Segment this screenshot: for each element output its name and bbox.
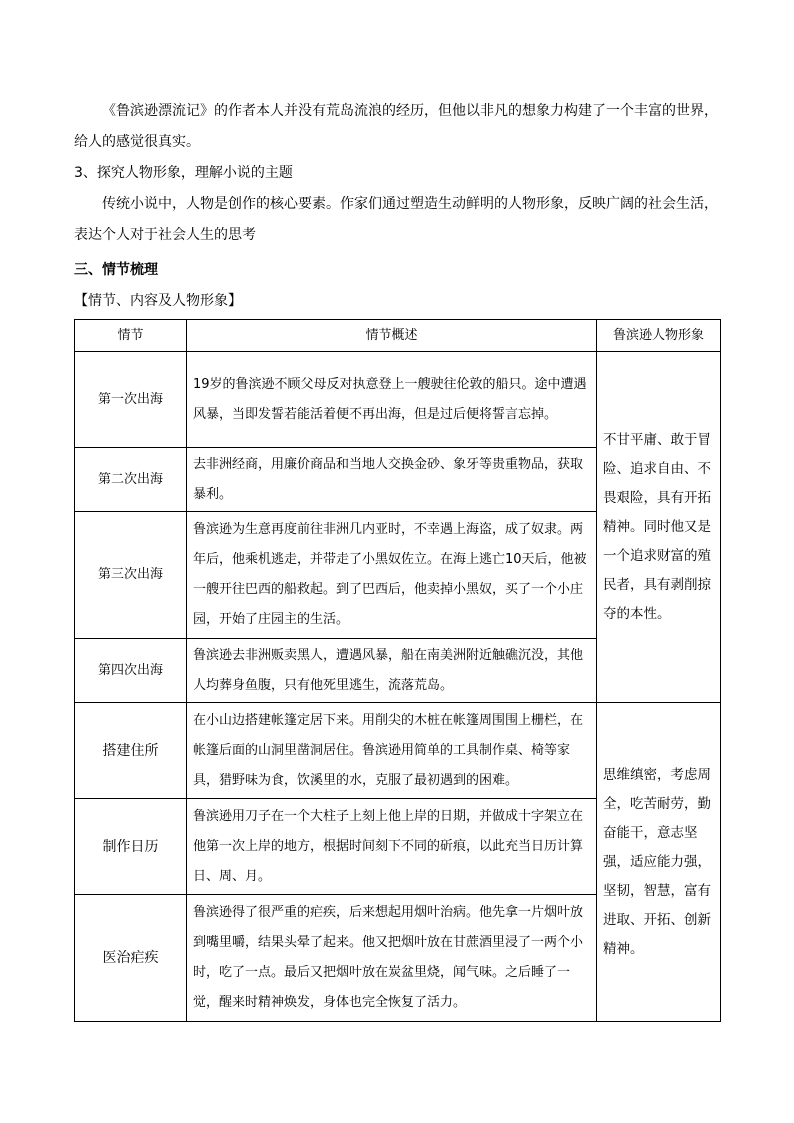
- table-row: [75, 352, 721, 448]
- summary-cell: 鲁滨逊得了很严重的疟疾，后来想起用烟叶治病。他先拿一片烟叶放到嘴里嚼，结果头晕了起来。他又把烟叶放在甘蔗酒里浸了一两个小时，吃了一点。最后又把烟叶放在炭盆里烧，闻气味。之后睡了一觉，醒来时精神焕发，身体也完全恢复了活力。: [187, 895, 597, 1022]
- section-subtitle: 【情节、内容及人物形象】: [74, 293, 242, 309]
- header-image: 鲁滨逊人物形象: [597, 320, 721, 352]
- image-cell: 不甘平庸、敢于冒险、追求自由、不畏艰险，具有开拓精神。同时他又是一个追求财富的殖民者，具有剥削掠夺的本性。: [597, 352, 721, 703]
- summary-cell: 鲁滨逊去非洲贩卖黑人，遭遇风暴，船在南美洲附近触礁沉没，其他人均葬身鱼腹，只有他死里逃生，流落荒岛。: [187, 639, 597, 703]
- table-header-row: [75, 320, 721, 352]
- plot-cell: 第二次出海: [75, 448, 187, 512]
- document-page: [74, 96, 720, 1022]
- summary-cell: 在小山边搭建帐篷定居下来。用削尖的木桩在帐篷周围围上栅栏，在帐篷后面的山洞里凿洞居住。鲁滨逊用简单的工具制作桌、椅等家具，猎野味为食，饮溪里的水，克服了最初遇到的困难。: [187, 703, 597, 799]
- header-plot: 情节: [75, 320, 187, 352]
- plot-cell: 第四次出海: [75, 639, 187, 703]
- plot-cell: 医治疟疾: [75, 895, 187, 1022]
- intro-paragraph-1: 《鲁滨逊漂流记》的作者本人并没有荒岛流浪的经历，但他以非凡的想象力构建了一个丰富的世界，给人的感觉很真实。: [74, 103, 718, 150]
- intro-item-3: 3、探究人物形象，理解小说的主题: [74, 165, 293, 181]
- summary-cell: 19岁的鲁滨逊不顾父母反对执意登上一艘驶往伦敦的船只。途中遭遇风暴，当即发誓若能活着便不再出海，但是过后便将誓言忘掉。: [187, 352, 597, 448]
- table-row: [75, 703, 721, 799]
- section-title: 三、情节梳理: [74, 262, 158, 278]
- plot-cell: 搭建住所: [75, 703, 187, 799]
- intro-paragraph-2: 传统小说中，人物是创作的核心要素。作家们通过塑造生动鲜明的人物形象，反映广阔的社会生活，表达个人对于社会人生的思考: [74, 196, 718, 243]
- plot-cell: 制作日历: [75, 799, 187, 895]
- plot-table: [74, 319, 721, 1022]
- summary-cell: 鲁滨逊用刀子在一个大柱子上刻上他上岸的日期，并做成十字架立在他第一次上岸的地方，根据时间刻下不同的斫痕，以此充当日历计算日、周、月。: [187, 799, 597, 895]
- summary-cell: 鲁滨逊为生意再度前往非洲几内亚时，不幸遇上海盗，成了奴隶。两年后，他乘机逃走，并带走了小黑奴佐立。在海上逃亡10天后，他被一艘开往巴西的船救起。到了巴西后，他卖掉小黑奴，买了一个小庄园，开始了庄园主的生活。: [187, 512, 597, 639]
- plot-cell: 第一次出海: [75, 352, 187, 448]
- plot-cell: 第三次出海: [75, 512, 187, 639]
- image-cell: 思维缜密，考虑周全，吃苦耐劳，勤奋能干，意志坚强，适应能力强，坚韧，智慧，富有进取、开拓、创新精神。: [597, 703, 721, 1022]
- header-summary: 情节概述: [187, 320, 597, 352]
- summary-cell: 去非洲经商，用廉价商品和当地人交换金砂、象牙等贵重物品，获取暴利。: [187, 448, 597, 512]
